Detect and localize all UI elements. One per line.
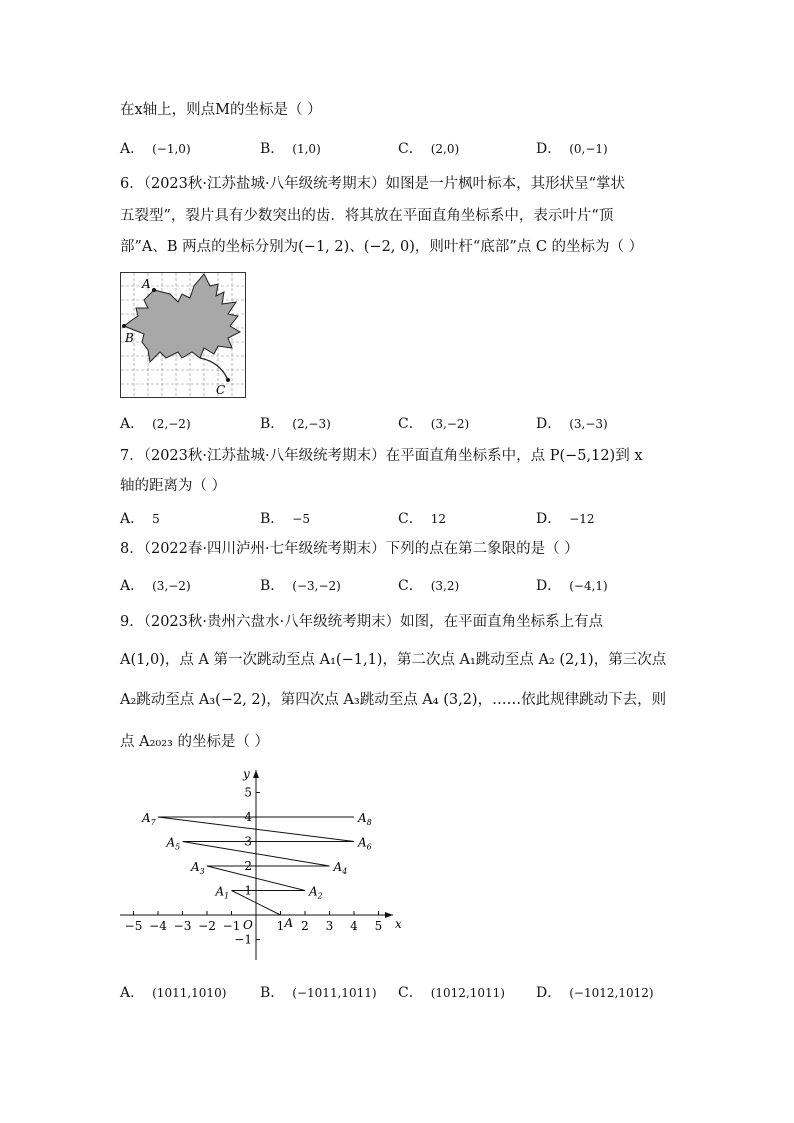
q8-options	[120, 575, 680, 595]
x-tick-label: −5	[124, 919, 143, 933]
point-c	[226, 378, 230, 382]
q6-line-2: 五裂型”，裂片具有少数突出的齿．将其放在平面直角坐标系中，表示叶片“顶	[120, 208, 614, 224]
q6-options	[120, 413, 680, 433]
y-axis-arrow	[253, 770, 259, 778]
x-tick-label: 3	[325, 919, 334, 933]
point-label-a1: $A_1$	[215, 884, 230, 901]
q5-option-a[interactable]: A． (−1,0)	[120, 141, 191, 157]
y-tick-label: 2	[244, 859, 252, 873]
y-tick-label: −1	[234, 932, 252, 947]
point-label-a2: $A_2$	[309, 884, 323, 901]
q6-option-c[interactable]: C． (3,−2)	[398, 416, 470, 432]
y-tick-label: 4	[244, 810, 252, 824]
q9-line-1: 9．（2023秋·贵州六盘水·八年级统考期末）如图，在平面直角坐标系上有点	[120, 614, 604, 630]
q8-option-d[interactable]: D． (−4,1)	[536, 578, 608, 594]
q6-option-d[interactable]: D． (3,−3)	[536, 416, 608, 432]
q9-options	[120, 982, 680, 1002]
point-label-a7: $A_7$	[142, 811, 156, 827]
label-b: B	[125, 331, 134, 345]
q6-option-b[interactable]: B． (2,−3)	[260, 416, 331, 432]
q8-option-b[interactable]: B． (−3,−2)	[260, 578, 341, 594]
q5-option-d[interactable]: D． (0,−1)	[536, 141, 608, 157]
q8-option-a[interactable]: A． (3,−2)	[120, 578, 191, 594]
point-label-a5: $A_5$	[166, 835, 181, 852]
y-tick-label: 5	[244, 785, 252, 800]
q7-line-2: 轴的距离为（ ）	[120, 478, 227, 494]
jump-path-graph	[115, 764, 405, 964]
q7-option-d[interactable]: D． −12	[536, 511, 595, 527]
maple-leaf-figure	[120, 272, 246, 398]
label-c: C	[216, 383, 226, 397]
x-tick-label: 5	[374, 919, 383, 933]
y-tick-label: 1	[244, 883, 252, 898]
q7-line-1: 7．（2023秋·江苏盐城·八年级统考期末）在平面直角坐标系中，点 P(−5,12)到 x	[120, 448, 643, 464]
q5-option-b[interactable]: B． (1,0)	[260, 141, 321, 157]
q7-options	[120, 508, 680, 528]
q9-line-4: 点 A₂₀₂₃ 的坐标是（ ）	[120, 734, 270, 750]
x-tick-label: 1	[276, 919, 285, 933]
q7-option-c[interactable]: C． 12	[398, 511, 446, 527]
q5-stem: 在x轴上，则点M的坐标是（ ）	[120, 102, 322, 118]
q5-options	[120, 138, 680, 158]
x-tick-label: −3	[173, 919, 192, 933]
q9-line-2: A(1,0)，点 A 第一次跳动至点 A₁(−1,1)，第二次点 A₁跳动至点 A₂ (2,1)，第三次点	[120, 652, 667, 668]
x-tick-label: −4	[149, 919, 167, 933]
point-b	[122, 324, 126, 328]
q6-option-a[interactable]: A． (2,−2)	[120, 416, 191, 432]
x-tick-label: −2	[198, 919, 216, 933]
q6-line-3: 部”A、B 两点的坐标分别为(−1, 2)、(−2, 0)，则叶杆“底部”点 C 的坐标为（ ）	[120, 239, 644, 255]
x-tick-label: 2	[301, 919, 309, 933]
point-label-a3: $A_3$	[191, 860, 205, 876]
point-label-a: A	[284, 916, 294, 930]
x-axis-label: x	[395, 917, 402, 931]
y-tick-label: 3	[244, 834, 252, 849]
point-label-a6: $A_6$	[358, 835, 372, 852]
q7-option-b[interactable]: B． −5	[260, 511, 310, 527]
y-axis-label: y	[243, 767, 250, 781]
q6-line-1: 6．（2023秋·江苏盐城·八年级统考期末）如图是一片枫叶标本，其形状呈“掌状	[120, 176, 626, 192]
q8-option-c[interactable]: C． (3,2)	[398, 578, 460, 594]
point-label-a4: $A_4$	[333, 860, 348, 876]
q8-line-1: 8．（2022春·四川泸州·七年级统考期末）下列的点在第二象限的是（ ）	[120, 541, 579, 557]
x-tick-label: −1	[222, 919, 241, 933]
q9-option-a[interactable]: A． (1011,1010)	[120, 985, 227, 1001]
origin-label: O	[243, 918, 253, 932]
q9-option-c[interactable]: C． (1012,1011)	[398, 985, 505, 1001]
q5-option-c[interactable]: C． (2,0)	[398, 141, 460, 157]
q9-line-3: A₂跳动至点 A₃(−2, 2)，第四次点 A₃跳动至点 A₄ (3,2)，……依此规律跳动下去，则	[120, 692, 667, 708]
x-axis-arrow	[385, 912, 393, 918]
label-a: A	[142, 277, 151, 291]
q9-option-b[interactable]: B． (−1011,1011)	[260, 985, 377, 1001]
q9-option-d[interactable]: D． (−1012,1012)	[536, 985, 654, 1001]
x-tick-label: 4	[350, 919, 358, 933]
point-label-a8: $A_8$	[358, 811, 372, 827]
point-a	[152, 288, 156, 292]
q7-option-a[interactable]: A． 5	[120, 511, 160, 527]
